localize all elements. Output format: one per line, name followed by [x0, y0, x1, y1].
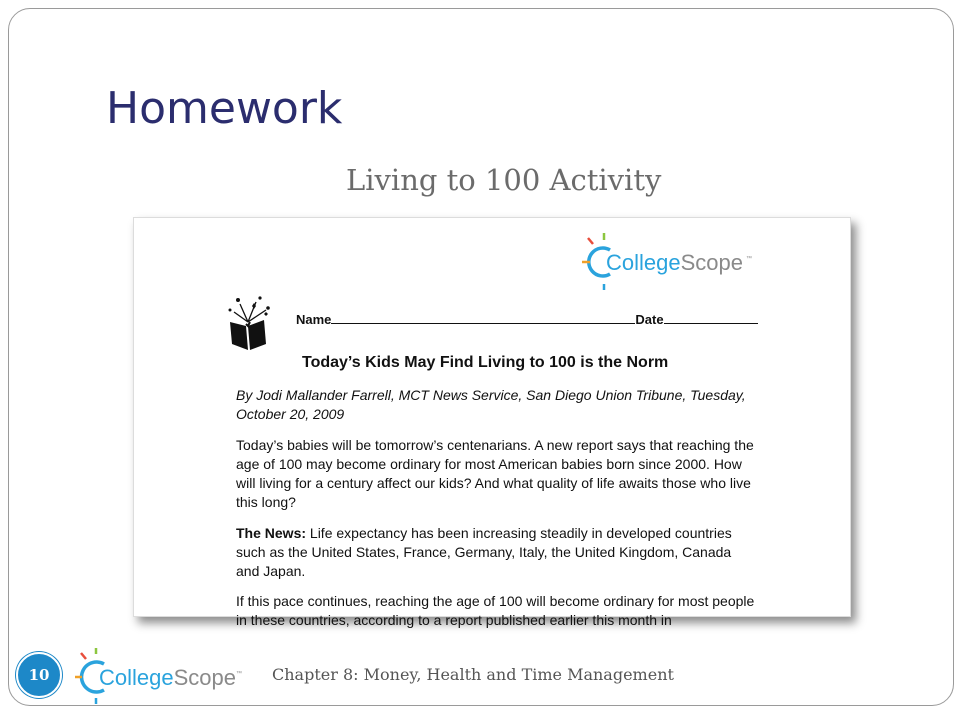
date-label: Date	[635, 312, 664, 327]
name-blank	[331, 312, 635, 324]
worksheet-byline: By Jodi Mallander Farrell, MCT News Service, San Diego Union Tribune, Tuesday, October 20, 2009	[236, 387, 746, 422]
page-number-badge: 10	[16, 652, 62, 698]
footer-chapter-text: Chapter 8: Money, Health and Time Management	[272, 665, 674, 684]
worksheet-paragraph-2	[236, 524, 756, 581]
worksheet-heading: Today’s Kids May Find Living to 100 is the Norm	[302, 354, 669, 371]
date-blank	[664, 312, 758, 324]
footer-collegescope-logo	[74, 648, 250, 704]
name-date-row	[296, 312, 758, 327]
news-text: Life expectancy has been increasing steadily in developed countries such as the United States, France, Germany, Italy, the United Kingdom, Canada and Japan.	[236, 525, 732, 579]
slide-subtitle: Living to 100 Activity	[346, 163, 662, 197]
name-label: Name	[296, 312, 332, 327]
svg-text:CollegeScope: CollegeScope	[99, 665, 236, 690]
book-icon	[226, 294, 272, 352]
worksheet-paragraph-3: If this pace continues, reaching the age of 100 will become ordinary for most people in these countries, according to a report published earlier this month in	[236, 593, 755, 628]
worksheet-paragraph-1: Today’s babies will be tomorrow’s centenarians. A new report says that reaching the age of 100 may become ordinary for most American babies born since 2000. How will living for a century affect our kids? And what quality of life awaits those who live this long?	[236, 437, 754, 510]
collegescope-logo	[576, 230, 756, 290]
worksheet-image	[133, 217, 851, 628]
svg-text:™: ™	[746, 256, 752, 262]
slide-title: Homework	[106, 83, 343, 134]
svg-text:CollegeScope: CollegeScope	[606, 250, 743, 275]
svg-text:™: ™	[236, 671, 242, 677]
news-label: The News:	[236, 525, 307, 541]
